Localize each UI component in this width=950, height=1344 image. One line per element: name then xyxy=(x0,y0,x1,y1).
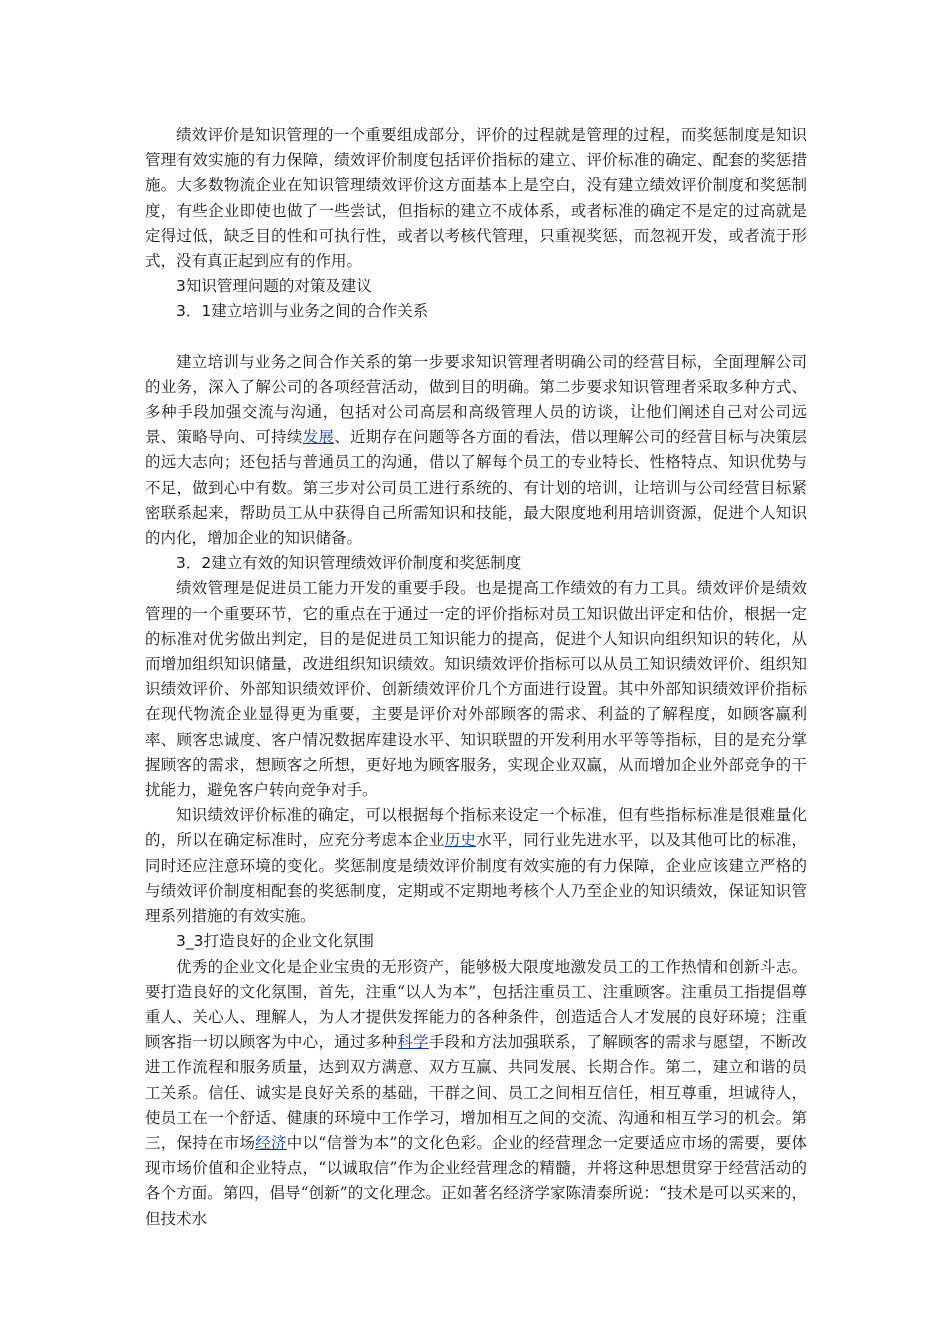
section-heading: 3知识管理问题的对策及建议 xyxy=(176,277,372,296)
text-run: 、近期存在问题等各方面的看法，借以理解公司的经营目标与决策层的远大志向；还包括与普通员工的沟通，借以了解每个员工的专业特长、性格特点、知识优势与不足，做到心中有数。第三步对公司员工进行系统的、有计划的培训，让培训与公司经营目标紧密联系起来，帮助员工从中获得自己所需知识和技能，最大限度地利用培训资源，促进个人知识的内化，增加企业的知识储备。 xyxy=(145,428,807,548)
section-heading: 3．1建立培训与业务之间的合作关系 xyxy=(176,302,429,321)
body-paragraph xyxy=(145,123,807,274)
text-run: 手段和方法加强联系，了解顾客的需求与愿望，不断改进工作流程和服务质量，达到双方满意、双方互赢、共同发展、长期合作。第二，建立和谐的员工关系。信任、诚实是良好关系的基础，干群之间、员工之间相互信任，相互尊重，坦诚待人，使员工在一个舒适、健康的环境中工作学习，增加相互之间的交流、沟通和相互学习的机会。第三，保持在市场 xyxy=(145,1033,807,1152)
inline-link[interactable]: 科学 xyxy=(397,1033,429,1052)
inline-link[interactable]: 经济 xyxy=(255,1133,287,1152)
text-run: 优秀的企业文化是企业宝贵的无形资产，能够极大限度地激发员工的工作热情和创新斗志。要打造良好的文化氛围，首先，注重“以人为本”，包括注重员工、注重顾客。注重员工指提倡尊重人、关心人、理解人，为人才提供发挥能力的各种条件，创造适合人才发展的良好环境；注重顾客指一切以顾客为中心，通过多种 xyxy=(145,957,807,1052)
paragraph-spacer xyxy=(145,325,807,350)
text-run: 知识绩效评价标准的确定，可以根据每个指标来设定一个标准，但有些指标标准是很难量化的，所以在确定标准时，应充分考虑本企业 xyxy=(145,806,807,850)
inline-link[interactable]: 发展 xyxy=(302,428,335,447)
body-paragraph xyxy=(145,955,807,1232)
section-heading: 3_3打造良好的企业文化氛围 xyxy=(176,932,374,951)
body-paragraph xyxy=(145,576,807,803)
text-run: 绩效管理是促进员工能力开发的重要手段。也是提高工作绩效的有力工具。绩效评价是绩效管理的一个重要环节，它的重点在于通过一定的评价指标对员工知识做出评定和估价，根据一定的标准对优劣做出判定，目的是促进员工知识能力的提高，促进个人知识向组织知识的转化，从而增加组织知识储量，改进组织知识绩效。知识绩效评价指标可以从员工知识绩效评价、组织知识绩效评价、外部知识绩效评价、创新绩效评价几个方面进行设置。其中外部知识绩效评价指标在现代物流企业显得更为重要，主要是评价对外部顾客的需求、利益的了解程度，如顾客赢利率、顾客忠诚度、客户情况数据库建设水平、知识联盟的开发利用水平等等指标，目的是充分掌握顾客的需求，想顾客之所想，更好地为顾客服务，实现企业双赢，从而增加企业外部竞争的干扰能力，避免客户转向竞争对手。 xyxy=(145,579,807,800)
body-paragraph xyxy=(145,350,807,552)
text-run: 中以“信誉为本”的文化色彩。企业的经营理念一定要适应市场的需要，要体现市场价值和企业特点，“以诚取信”作为企业经营理念的精髓，并将这种思想贯穿于经营活动的各个方面。第四，倡导“创新”的文化理念。正如著名经济学家陈清泰所说：“技术是可以买来的，但技术水 xyxy=(145,1133,807,1228)
text-run: 水平，同行业先进水平，以及其他可比的标准，同时还应注意环境的变化。奖惩制度是绩效评价制度有效实施的有力保障，企业应该建立严格的与绩效评价制度相配套的奖惩制度，定期或不定期地考核个人乃至企业的知识绩效，保证知识管理系列措施的有效实施。 xyxy=(145,831,807,926)
document-body xyxy=(145,123,807,1232)
section-heading: 3．2建立有效的知识管理绩效评价制度和奖惩制度 xyxy=(176,554,522,573)
body-paragraph xyxy=(145,803,807,929)
inline-link[interactable]: 历史 xyxy=(444,831,477,850)
text-run: 建立培训与业务之间合作关系的第一步要求知识管理者明确公司的经营目标，全面理解公司的业务，深入了解公司的各项经营活动，做到目的明确。第二步要求知识管理者采取多种方式、多种手段加强交流与沟通，包括对公司高层和高级管理人员的访谈，让他们阐述自己对公司远景、策略导向、可持续 xyxy=(145,352,807,447)
text-run: 绩效评价是知识管理的一个重要组成部分，评价的过程就是管理的过程，而奖惩制度是知识管理有效实施的有力保障，绩效评价制度包括评价指标的建立、评价标准的确定、配套的奖惩措施。大多数物流企业在知识管理绩效评价这方面基本上是空白，没有建立绩效评价制度和奖惩制度，有些企业即使也做了一些尝试，但指标的建立不成体系，或者标准的确定不是定的过高就是定得过低，缺乏目的性和可执行性，或者以考核代管理，只重视奖惩，而忽视开发，或者流于形式，没有真正起到应有的作用。 xyxy=(145,126,807,271)
